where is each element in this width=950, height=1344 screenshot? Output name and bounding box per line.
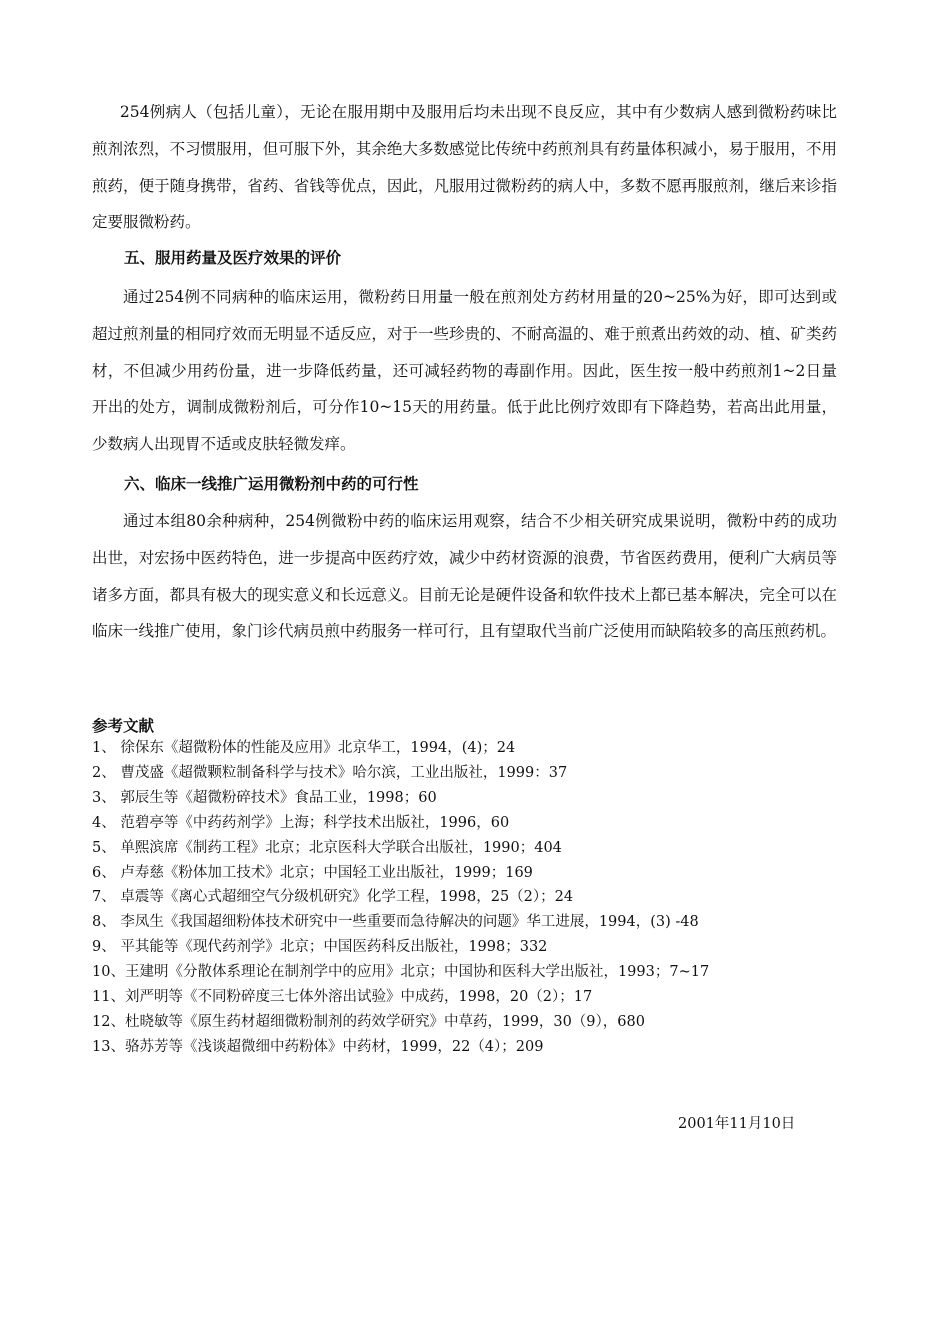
reference-item: 6、 卢寿慈《粉体加工技术》北京；中国轻工业出版社，1999；169 bbox=[92, 864, 533, 881]
reference-item: 7、 卓震等《离心式超细空气分级机研究》化学工程，1998，25（2）；24 bbox=[92, 889, 574, 906]
reference-item: 2、 曹茂盛《超微颗粒制备科学与技术》哈尔滨，工业出版社，1999：37 bbox=[92, 764, 568, 781]
section-heading-5: 五、服用药量及医疗效果的评价 bbox=[124, 249, 342, 267]
paragraph-dosage: 通过254例不同病种的临床运用，微粉药日用量一般在煎剂处方药材用量的20~25%为好，即可达到或超过煎剂量的相同疗效而无明显不适反应，对于一些珍贵的、不耐高温的、难于煎煮出药效的动、植、矿类药材，不但减少用药份量，进一步降低药量，还可减轻药物的毒副作用。因此，医生按一般中药煎剂1~2日量开出的处方，调制成微粉剂后，可分作10~15天的用药量。低于此比例疗效即有下降趋势，若高出此用量，少数病人出现胃不适或皮肤轻微发痒。 bbox=[92, 288, 837, 454]
reference-item: 12、杜晓敏等《原生药材超细微粉制剂的药效学研究》中草药，1999，30（9），680 bbox=[92, 1013, 645, 1030]
document-date: 2001年11月10日 bbox=[678, 1116, 796, 1132]
reference-item: 9、 平其能等《现代药剂学》北京；中国医药科反出版社，1998；332 bbox=[92, 939, 548, 956]
references-title: 参考文献 bbox=[92, 717, 155, 735]
reference-item: 1、 徐保东《超微粉体的性能及应用》北京华工，1994，(4)；24 bbox=[92, 740, 516, 756]
reference-item: 5、 单熙滨席《制药工程》北京；北京医科大学联合出版社，1990；404 bbox=[92, 839, 562, 856]
reference-item: 13、骆苏芳等《浅谈超微细中药粉体》中药材，1999，22（4）；209 bbox=[92, 1038, 544, 1055]
reference-item: 8、 李凤生《我国超细粉体技术研究中一些重要而急待解决的问题》华工进展，1994，(3) -48 bbox=[92, 914, 699, 931]
reference-item: 3、 郭辰生等《超微粉碎技术》食品工业，1998；60 bbox=[92, 789, 437, 806]
reference-item: 4、 范碧亭等《中药药剂学》上海；科学技术出版社，1996，60 bbox=[92, 814, 510, 831]
reference-item: 11、刘严明等《不同粉碎度三七体外溶出试验》中成药，1998，20（2）；17 bbox=[92, 989, 593, 1006]
paragraph-side-effects: 254例病人（包括儿童），无论在服用期中及服用后均未出现不良反应，其中有少数病人感到微粉药味比煎剂浓烈，不习惯服用，但可服下外，其余绝大多数感觉比传统中药煎剂具有药量体积减小，易于服用，不用煎药，便于随身携带，省药、省钱等优点，因此，凡服用过微粉药的病人中，多数不愿再服煎剂，继后来诊指定要服微粉药。 bbox=[92, 103, 837, 232]
paragraph-feasibility: 通过本组80余种病种，254例微粉中药的临床运用观察，结合不少相关研究成果说明，微粉中药的成功出世，对宏扬中医药特色，进一步提高中医药疗效，减少中药材资源的浪费，节省医药费用，便利广大病员等诸多方面，都具有极大的现实意义和长远意义。目前无论是硬件设备和软件技术上都已基本解决，完全可以在临床一线推广使用，象门诊代病员煎中药服务一样可行，且有望取代当前广泛使用而缺陷较多的高压煎药机。 bbox=[92, 512, 837, 641]
section-heading-6: 六、临床一线推广运用微粉剂中药的可行性 bbox=[124, 475, 419, 493]
references-list bbox=[92, 736, 709, 1060]
reference-item: 10、王建明《分散体系理论在制剂学中的应用》北京；中国协和医科大学出版社，1993；7~17 bbox=[92, 964, 710, 981]
